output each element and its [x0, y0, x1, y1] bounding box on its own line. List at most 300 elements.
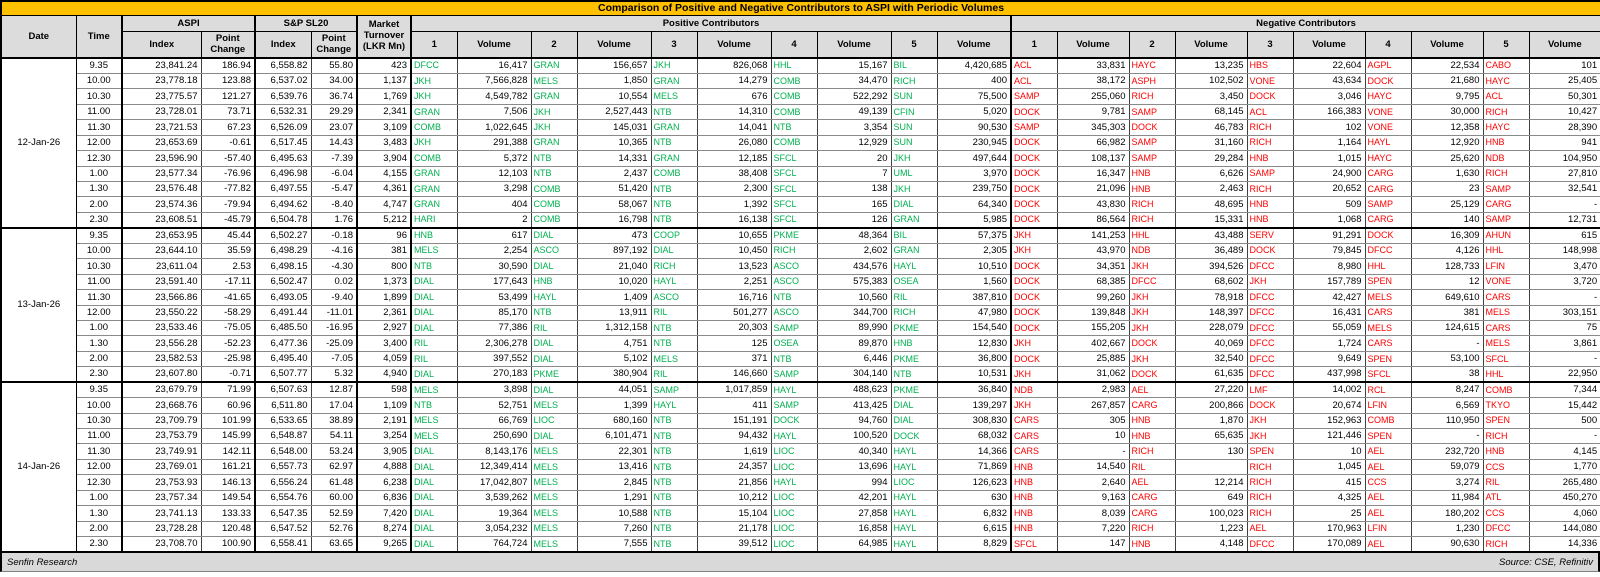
positive-volume-cell: 21,040 — [577, 259, 651, 274]
negative-volume-cell: 3,274 — [1411, 475, 1483, 490]
negative-ticker-cell: CARG — [1365, 166, 1411, 181]
positive-volume-cell: 3,898 — [457, 382, 531, 397]
positive-ticker-cell: MELS — [531, 521, 577, 536]
negative-ticker-cell: AEL — [1365, 490, 1411, 505]
positive-ticker-cell: HNB — [531, 274, 577, 289]
negative-volume-cell: 1,870 — [1175, 413, 1247, 428]
negative-ticker-cell: DOCK — [1011, 166, 1057, 181]
positive-ticker-cell: GRAN — [411, 166, 457, 181]
positive-volume-cell: 2,251 — [697, 274, 771, 289]
negative-volume-cell: 200,866 — [1175, 398, 1247, 413]
time-cell: 12.00 — [76, 135, 122, 150]
sp-change-cell: 36.74 — [311, 89, 357, 104]
positive-volume-cell: 5,372 — [457, 151, 531, 166]
table-row — [1, 212, 1600, 227]
positive-volume-cell: 404 — [457, 197, 531, 212]
aspi-index-cell: 23,775.57 — [122, 89, 201, 104]
negative-ticker-cell: LFIN — [1365, 398, 1411, 413]
negative-volume-cell: 22,950 — [1529, 367, 1600, 382]
negative-ticker-cell: CARS — [1365, 305, 1411, 320]
negative-ticker-cell: JKH — [1011, 228, 1057, 243]
positive-volume-cell: 3,298 — [457, 182, 531, 197]
negative-ticker-cell: CARG — [1129, 506, 1175, 521]
positive-volume-cell: 94,760 — [817, 413, 891, 428]
time-cell: 10.30 — [76, 259, 122, 274]
table-row — [1, 120, 1600, 135]
positive-ticker-cell: DOCK — [891, 429, 937, 444]
sp-index-cell: 6,558.82 — [255, 58, 311, 73]
positive-ticker-cell: JKH — [531, 120, 577, 135]
negative-volume-cell: 4,148 — [1175, 537, 1247, 552]
sp-index-cell: 6,556.24 — [255, 475, 311, 490]
sp-index-cell: 6,547.35 — [255, 506, 311, 521]
negative-ticker-cell: DOCK — [1129, 336, 1175, 351]
negative-ticker-cell: CARS — [1483, 320, 1529, 335]
sp-change-cell: -6.04 — [311, 166, 357, 181]
negative-ticker-cell: COMB — [1365, 413, 1411, 428]
turnover-cell: 6,238 — [357, 475, 411, 490]
negative-ticker-cell: HHL — [1129, 228, 1175, 243]
negative-volume-cell: 16,347 — [1057, 166, 1129, 181]
negative-volume-cell: 128,733 — [1411, 259, 1483, 274]
negative-volume-cell: 16,309 — [1411, 228, 1483, 243]
negative-ticker-cell: HNB — [1247, 212, 1293, 227]
negative-ticker-cell: RICH — [1247, 135, 1293, 150]
positive-volume-cell: 94,432 — [697, 429, 771, 444]
positive-volume-cell: 2,602 — [817, 243, 891, 258]
positive-ticker-cell: COMB — [411, 151, 457, 166]
negative-ticker-cell: AEL — [1365, 459, 1411, 474]
table-row — [1, 166, 1600, 181]
aspi-change-cell: -75.05 — [201, 320, 255, 335]
positive-ticker-cell: NTB — [651, 320, 697, 335]
sp-change-cell: 17.04 — [311, 398, 357, 413]
negative-ticker-cell: DOCK — [1011, 305, 1057, 320]
time-cell: 11.30 — [76, 290, 122, 305]
positive-volume-cell: 497,644 — [937, 151, 1011, 166]
negative-volume-cell: 12,731 — [1529, 212, 1600, 227]
sp-index-cell: 6,496.98 — [255, 166, 311, 181]
turnover-cell: 3,400 — [357, 336, 411, 351]
positive-ticker-cell: DIAL — [411, 290, 457, 305]
positive-ticker-cell: NTB — [651, 212, 697, 227]
negative-ticker-cell: ACL — [1483, 89, 1529, 104]
table-row — [1, 228, 1600, 243]
sp-change-cell: 62.97 — [311, 459, 357, 474]
negative-ticker-cell: SPEN — [1365, 274, 1411, 289]
negative-volume-cell: 10,427 — [1529, 104, 1600, 119]
positive-volume-cell: 4,751 — [577, 336, 651, 351]
positive-volume-cell: 4,549,782 — [457, 89, 531, 104]
positive-volume-cell: 10,510 — [937, 259, 1011, 274]
sp-change-cell: -4.16 — [311, 243, 357, 258]
positive-volume-cell: 304,140 — [817, 367, 891, 382]
sp-index-cell: 6,477.36 — [255, 336, 311, 351]
negative-volume-cell: 38,172 — [1057, 73, 1129, 88]
positive-volume-cell: 156,657 — [577, 58, 651, 73]
positive-ticker-cell: MELS — [531, 444, 577, 459]
positive-volume-cell: 38,408 — [697, 166, 771, 181]
time-cell: 10.00 — [76, 398, 122, 413]
sp-index-cell: 6,504.78 — [255, 212, 311, 227]
positive-ticker-cell: CFIN — [891, 104, 937, 119]
negative-volume-cell: 55,059 — [1293, 320, 1365, 335]
negative-ticker-cell: CARS — [1011, 429, 1057, 444]
positive-ticker-cell: RIL — [411, 336, 457, 351]
negative-ticker-cell: CARS — [1011, 444, 1057, 459]
positive-ticker-cell: LIOC — [891, 475, 937, 490]
aspi-change-cell: 186.94 — [201, 58, 255, 73]
positive-volume-cell: 473 — [577, 228, 651, 243]
negative-ticker-cell: DFCC — [1247, 351, 1293, 366]
positive-volume-cell: 77,386 — [457, 320, 531, 335]
positive-volume-cell: 501,277 — [697, 305, 771, 320]
positive-ticker-cell: MELS — [411, 243, 457, 258]
aspi-index-cell: 23,556.28 — [122, 336, 201, 351]
negative-volume-cell: 12 — [1411, 274, 1483, 289]
positive-ticker-cell: NTB — [651, 444, 697, 459]
positive-ticker-cell: DIAL — [531, 228, 577, 243]
positive-volume-cell: 66,769 — [457, 413, 531, 428]
aspi-index-cell: 23,728.01 — [122, 104, 201, 119]
aspi-change-cell: 146.13 — [201, 475, 255, 490]
negative-volume-cell: 6,626 — [1175, 166, 1247, 181]
negative-ticker-cell: RICH — [1129, 89, 1175, 104]
table-row — [1, 367, 1600, 382]
positive-volume-cell: 10,588 — [577, 506, 651, 521]
negative-ticker-cell: DOCK — [1129, 367, 1175, 382]
positive-ticker-cell: HNB — [411, 228, 457, 243]
positive-ticker-cell: JKH — [411, 89, 457, 104]
aspi-change-cell: 120.48 — [201, 521, 255, 536]
positive-ticker-cell: DOCK — [771, 413, 817, 428]
time-cell: 1.30 — [76, 182, 122, 197]
table-row — [1, 274, 1600, 289]
positive-ticker-cell: RIL — [411, 351, 457, 366]
aspi-index-cell: 23,574.36 — [122, 197, 201, 212]
negative-ticker-cell: CCS — [1483, 506, 1529, 521]
sp-change-cell: 54.11 — [311, 429, 357, 444]
positive-ticker-cell: NTB — [651, 475, 697, 490]
aspi-change-cell: 60.96 — [201, 398, 255, 413]
negative-volume-cell: 3,450 — [1175, 89, 1247, 104]
time-column-header: Time — [76, 15, 122, 58]
positive-volume-cell: 12,349,414 — [457, 459, 531, 474]
negative-ticker-cell: HAYC — [1483, 120, 1529, 135]
negative-volume-cell: 7,220 — [1057, 521, 1129, 536]
positive-ticker-cell: ASCO — [771, 305, 817, 320]
sp-index-cell: 6,548.00 — [255, 444, 311, 459]
turnover-cell: 6,836 — [357, 490, 411, 505]
positive-volume-cell: 154,540 — [937, 320, 1011, 335]
positive-volume-cell: 1,312,158 — [577, 320, 651, 335]
positive-ticker-cell: HAYL — [651, 274, 697, 289]
positive-volume-cell: 8,829 — [937, 537, 1011, 552]
aspi-index-cell: 23,679.79 — [122, 382, 201, 397]
negative-volume-cell: 79,845 — [1293, 243, 1365, 258]
positive-ticker-cell: DIAL — [891, 413, 937, 428]
aspi-change-cell: 123.88 — [201, 73, 255, 88]
time-cell: 2.30 — [76, 212, 122, 227]
negative-ticker-cell: SPEN — [1247, 444, 1293, 459]
aspi-index-cell: 23,741.13 — [122, 506, 201, 521]
sp-index-cell: 6,537.02 — [255, 73, 311, 88]
negative-ticker-cell: DFCC — [1247, 290, 1293, 305]
negative-ticker-cell: VONE — [1483, 274, 1529, 289]
positive-volume-cell: 413,425 — [817, 398, 891, 413]
positive-volume-cell: 12,103 — [457, 166, 531, 181]
turnover-cell: 598 — [357, 382, 411, 397]
table-row — [1, 475, 1600, 490]
positive-volume-cell: 16,798 — [577, 212, 651, 227]
positive-volume-cell: 10,554 — [577, 89, 651, 104]
negative-ticker-cell: RIL — [1483, 475, 1529, 490]
table-row — [1, 182, 1600, 197]
positive-volume-cell: 20,303 — [697, 320, 771, 335]
negative-volume-cell: 25,405 — [1529, 73, 1600, 88]
negative-ticker-cell: RICH — [1129, 521, 1175, 536]
group-header-row — [1, 15, 1600, 31]
positive-ticker-cell: NTB — [531, 305, 577, 320]
positive-ticker-cell: GRAN — [411, 197, 457, 212]
sp-change-cell: 52.76 — [311, 521, 357, 536]
negative-volume-cell: 68,385 — [1057, 274, 1129, 289]
sp-index-cell: 6,548.87 — [255, 429, 311, 444]
turnover-cell: 381 — [357, 243, 411, 258]
sp-change-cell: -5.47 — [311, 182, 357, 197]
negative-volume-cell: 32,540 — [1175, 351, 1247, 366]
sp-index-cell: 6,498.29 — [255, 243, 311, 258]
negative-ticker-cell: SAMP — [1129, 151, 1175, 166]
negative-volume-cell: 21,096 — [1057, 182, 1129, 197]
positive-volume-cell: 145,031 — [577, 120, 651, 135]
negative-volume-cell: 265,480 — [1529, 475, 1600, 490]
aspi-change-cell: -17.11 — [201, 274, 255, 289]
negative-ticker-cell: HNB — [1247, 197, 1293, 212]
aspi-point-change-header: Point Change — [201, 31, 255, 58]
negative-ticker-cell: SAMP — [1247, 166, 1293, 181]
negative-volume-cell: 20,652 — [1293, 182, 1365, 197]
negative-ticker-cell: HNB — [1129, 413, 1175, 428]
negative-volume-cell: 8,039 — [1057, 506, 1129, 521]
negative-volume-cell: 139,848 — [1057, 305, 1129, 320]
table-row — [1, 413, 1600, 428]
negative-volume-cell: 14,540 — [1057, 459, 1129, 474]
negative-ticker-cell: HNB — [1483, 135, 1529, 150]
negative-volume-cell: - — [1529, 197, 1600, 212]
positive-volume-cell: 826,068 — [697, 58, 771, 73]
negative-ticker-cell: DOCK — [1011, 197, 1057, 212]
sp-index-cell: 6,554.76 — [255, 490, 311, 505]
date-cell: 13-Jan-26 — [1, 228, 76, 382]
negative-volume-cell: 1,630 — [1411, 166, 1483, 181]
positive-ticker-cell: PKME — [771, 228, 817, 243]
positive-volume-cell: 71,869 — [937, 459, 1011, 474]
negative-ticker-cell: NDB — [1011, 382, 1057, 397]
positive-volume-header: Volume — [577, 31, 651, 58]
positive-ticker-cell: DIAL — [531, 336, 577, 351]
negative-volume-cell: 33,831 — [1057, 58, 1129, 73]
positive-ticker-cell: DIAL — [531, 259, 577, 274]
positive-ticker-cell: NTB — [771, 290, 817, 305]
negative-volume-cell: 166,383 — [1293, 104, 1365, 119]
negative-ticker-cell: AEL — [1365, 506, 1411, 521]
positive-ticker-cell: MELS — [531, 490, 577, 505]
positive-volume-cell: 10,560 — [817, 290, 891, 305]
negative-volume-cell: 42,427 — [1293, 290, 1365, 305]
turnover-cell: 4,361 — [357, 182, 411, 197]
positive-ticker-cell: PKME — [891, 382, 937, 397]
positive-ticker-cell: HAYL — [891, 459, 937, 474]
negative-ticker-cell: DFCC — [1247, 320, 1293, 335]
sp-change-cell: 53.24 — [311, 444, 357, 459]
positive-volume-cell: 64,340 — [937, 197, 1011, 212]
aspi-change-cell: 101.99 — [201, 413, 255, 428]
positive-volume-cell: 13,416 — [577, 459, 651, 474]
negative-volume-cell: 32,541 — [1529, 182, 1600, 197]
positive-volume-header: Volume — [937, 31, 1011, 58]
negative-ticker-cell: AEL — [1247, 521, 1293, 536]
sp-change-cell: -25.09 — [311, 336, 357, 351]
table-row — [1, 73, 1600, 88]
negative-ticker-cell: JKH — [1011, 398, 1057, 413]
positive-volume-cell: 151,191 — [697, 413, 771, 428]
positive-volume-cell: 17,042,807 — [457, 475, 531, 490]
negative-ticker-cell: CARG — [1129, 490, 1175, 505]
positive-volume-cell: 6,446 — [817, 351, 891, 366]
positive-volume-cell: 2,527,443 — [577, 104, 651, 119]
positive-volume-cell: 52,751 — [457, 398, 531, 413]
table-row — [1, 382, 1600, 397]
positive-ticker-cell: NTB — [531, 151, 577, 166]
footer-left-credit: Senfin Research — [7, 556, 78, 568]
negative-ticker-cell: SAMP — [1483, 182, 1529, 197]
aspi-change-cell: -0.71 — [201, 367, 255, 382]
negative-ticker-cell: DOCK — [1247, 398, 1293, 413]
positive-volume-cell: 89,870 — [817, 336, 891, 351]
positive-volume-cell: 15,104 — [697, 506, 771, 521]
positive-ticker-cell: SFCL — [771, 151, 817, 166]
positive-ticker-cell: JKH — [411, 73, 457, 88]
positive-volume-cell: 1,022,645 — [457, 120, 531, 135]
negative-ticker-cell: SAMP — [1129, 135, 1175, 150]
sp-index-cell: 6,532.31 — [255, 104, 311, 119]
negative-ticker-cell: RICH — [1247, 459, 1293, 474]
table-row — [1, 151, 1600, 166]
negative-volume-cell: 27,220 — [1175, 382, 1247, 397]
positive-volume-cell: 165 — [817, 197, 891, 212]
negative-volume-cell: 29,284 — [1175, 151, 1247, 166]
positive-volume-cell: 89,990 — [817, 320, 891, 335]
positive-volume-cell: 2,845 — [577, 475, 651, 490]
turnover-cell: 1,109 — [357, 398, 411, 413]
positive-volume-cell: 57,375 — [937, 228, 1011, 243]
aspi-change-cell: 35.59 — [201, 243, 255, 258]
sp-index-cell: 6,494.62 — [255, 197, 311, 212]
negative-volume-cell: 402,667 — [1057, 336, 1129, 351]
negative-ticker-cell: HNB — [1011, 506, 1057, 521]
negative-volume-cell: 148,397 — [1175, 305, 1247, 320]
negative-volume-cell: 12,214 — [1175, 475, 1247, 490]
positive-ticker-cell: JKH — [411, 135, 457, 150]
positive-ticker-cell: NTB — [411, 259, 457, 274]
positive-ticker-cell: HNB — [891, 336, 937, 351]
negative-volume-cell: 12,920 — [1411, 135, 1483, 150]
sp-change-cell: 23.07 — [311, 120, 357, 135]
negative-ticker-cell: CARG — [1129, 398, 1175, 413]
negative-ticker-cell: COMB — [1483, 382, 1529, 397]
sp-change-cell: 55.80 — [311, 58, 357, 73]
negative-ticker-cell: LFIN — [1483, 259, 1529, 274]
table-row — [1, 290, 1600, 305]
negative-volume-cell: 68,145 — [1175, 104, 1247, 119]
turnover-cell: 2,341 — [357, 104, 411, 119]
time-cell: 2.30 — [76, 367, 122, 382]
negative-ticker-cell: NDB — [1483, 151, 1529, 166]
time-cell: 1.00 — [76, 490, 122, 505]
aspi-index-cell: 23,709.79 — [122, 413, 201, 428]
negative-ticker-cell: AEL — [1365, 537, 1411, 552]
positive-volume-cell: 22,301 — [577, 444, 651, 459]
sp-change-cell: 34.00 — [311, 73, 357, 88]
positive-ticker-cell: PKME — [531, 367, 577, 382]
positive-ticker-cell: JKH — [651, 58, 697, 73]
positive-volume-cell: 126,623 — [937, 475, 1011, 490]
aspi-change-cell: 45.44 — [201, 228, 255, 243]
negative-volume-cell: 16,431 — [1293, 305, 1365, 320]
negative-ticker-cell: DOCK — [1011, 351, 1057, 366]
negative-volume-cell: 130 — [1175, 444, 1247, 459]
negative-volume-cell: 509 — [1293, 197, 1365, 212]
negative-volume-cell: 155,205 — [1057, 320, 1129, 335]
negative-ticker-cell: DFCC — [1483, 521, 1529, 536]
negative-volume-cell: 13,235 — [1175, 58, 1247, 73]
negative-volume-cell: 6,569 — [1411, 398, 1483, 413]
positive-volume-cell: 6,832 — [937, 506, 1011, 521]
positive-ticker-cell: RIL — [891, 290, 937, 305]
negative-ticker-cell: CABO — [1483, 58, 1529, 73]
negative-volume-cell: 108,137 — [1057, 151, 1129, 166]
time-cell: 1.30 — [76, 336, 122, 351]
negative-volume-cell: 148,998 — [1529, 243, 1600, 258]
time-cell: 11.30 — [76, 120, 122, 135]
turnover-cell: 9,265 — [357, 537, 411, 552]
turnover-cell: 7,420 — [357, 506, 411, 521]
aspi-index-cell: 23,550.22 — [122, 305, 201, 320]
positive-volume-cell: 90,530 — [937, 120, 1011, 135]
time-cell: 10.00 — [76, 73, 122, 88]
negative-volume-cell: 22,604 — [1293, 58, 1365, 73]
negative-ticker-cell: SAMP — [1011, 89, 1057, 104]
turnover-cell: 3,254 — [357, 429, 411, 444]
positive-ticker-cell: NTB — [411, 398, 457, 413]
time-cell: 10.30 — [76, 89, 122, 104]
footer-bar — [0, 553, 1600, 572]
negative-ticker-cell: JKH — [1247, 413, 1293, 428]
positive-volume-cell: 12,929 — [817, 135, 891, 150]
positive-ticker-cell: SAMP — [651, 382, 697, 397]
sp-change-cell: -16.95 — [311, 320, 357, 335]
negative-volume-cell: 15,442 — [1529, 398, 1600, 413]
positive-volume-cell: 10,450 — [697, 243, 771, 258]
negative-ticker-cell: AHUN — [1483, 228, 1529, 243]
positive-ticker-cell: NTB — [891, 367, 937, 382]
table-row — [1, 459, 1600, 474]
negative-ticker-cell: NDB — [1129, 243, 1175, 258]
aspi-change-cell: -52.23 — [201, 336, 255, 351]
negative-ticker-cell: RIL — [1129, 459, 1175, 474]
positive-ticker-cell: LIOC — [771, 506, 817, 521]
